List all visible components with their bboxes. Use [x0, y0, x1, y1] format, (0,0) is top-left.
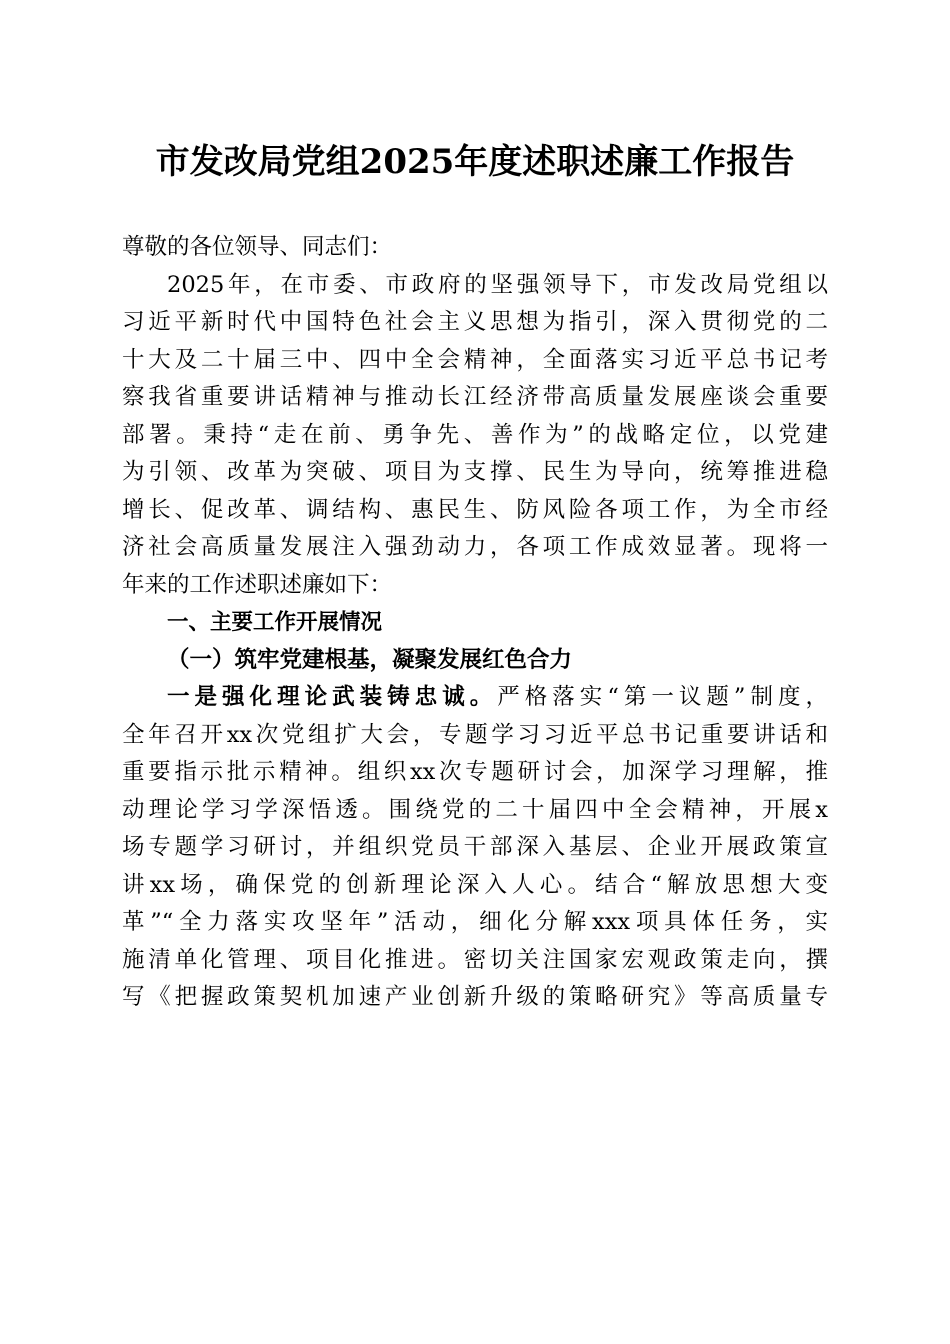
- paragraph-line: 增长、促改革、调结构、惠民生、防风险各项工作，为全市经: [122, 496, 828, 523]
- paragraph-line: [122, 679, 828, 717]
- paragraph-line: 场专题学习研讨，并组织党员干部深入基层、企业开展政策宣: [122, 834, 828, 860]
- paragraph-line: 革”“全力落实攻坚年”活动，细化分解xxx项具体任务，实: [122, 909, 828, 935]
- paragraph-line: 动理论学习学深悟透。围绕党的二十届四中全会精神，开展x: [122, 796, 828, 823]
- paragraph-line: 习近平新时代中国特色社会主义思想为指引，深入贯彻党的二: [122, 309, 828, 335]
- section-heading: 一、主要工作开展情况: [167, 610, 383, 635]
- subsection-heading: （一）筑牢党建根基，凝聚发展红色合力: [167, 646, 573, 673]
- document-title: 市发改局党组2025年度述职述廉工作报告: [155, 142, 795, 182]
- salutation: 尊敬的各位领导、同志们：: [122, 234, 393, 260]
- paragraph-line: 2025年，在市委、市政府的坚强领导下，市发改局党组以: [167, 271, 828, 298]
- paragraph-line: 十大及二十届三中、四中全会精神，全面落实习近平总书记考: [122, 346, 828, 373]
- paragraph-line: 全年召开xx次党组扩大会，专题学习习近平总书记重要讲话和: [122, 721, 828, 748]
- paragraph-line: 察我省重要讲话精神与推动长江经济带高质量发展座谈会重要: [122, 384, 828, 410]
- paragraph-text: 严格落实“第一议题”制度，: [497, 684, 828, 710]
- paragraph-line: 年来的工作述职述廉如下：: [122, 571, 393, 598]
- paragraph-line: 为引领、改革为突破、项目为支撑、民生为导向，统筹推进稳: [122, 459, 828, 485]
- paragraph-line: 写《把握政策契机加速产业创新升级的策略研究》等高质量专: [122, 984, 828, 1010]
- document-body: [122, 229, 828, 1017]
- paragraph-lead: 一是强化理论武装铸忠诚。: [167, 684, 498, 710]
- paragraph-line: 施清单化管理、项目化推进。密切关注国家宏观政策走向，撰: [122, 946, 828, 973]
- paragraph-line: 部署。秉持“走在前、勇争先、善作为”的战略定位，以党建: [122, 421, 828, 448]
- paragraph-line: 讲xx场，确保党的创新理论深入人心。结合“解放思想大变: [122, 871, 828, 898]
- paragraph-line: 济社会高质量发展注入强劲动力，各项工作成效显著。现将一: [122, 534, 828, 560]
- paragraph-line: 重要指示批示精神。组织xx次专题研讨会，加深学习理解，推: [122, 759, 828, 785]
